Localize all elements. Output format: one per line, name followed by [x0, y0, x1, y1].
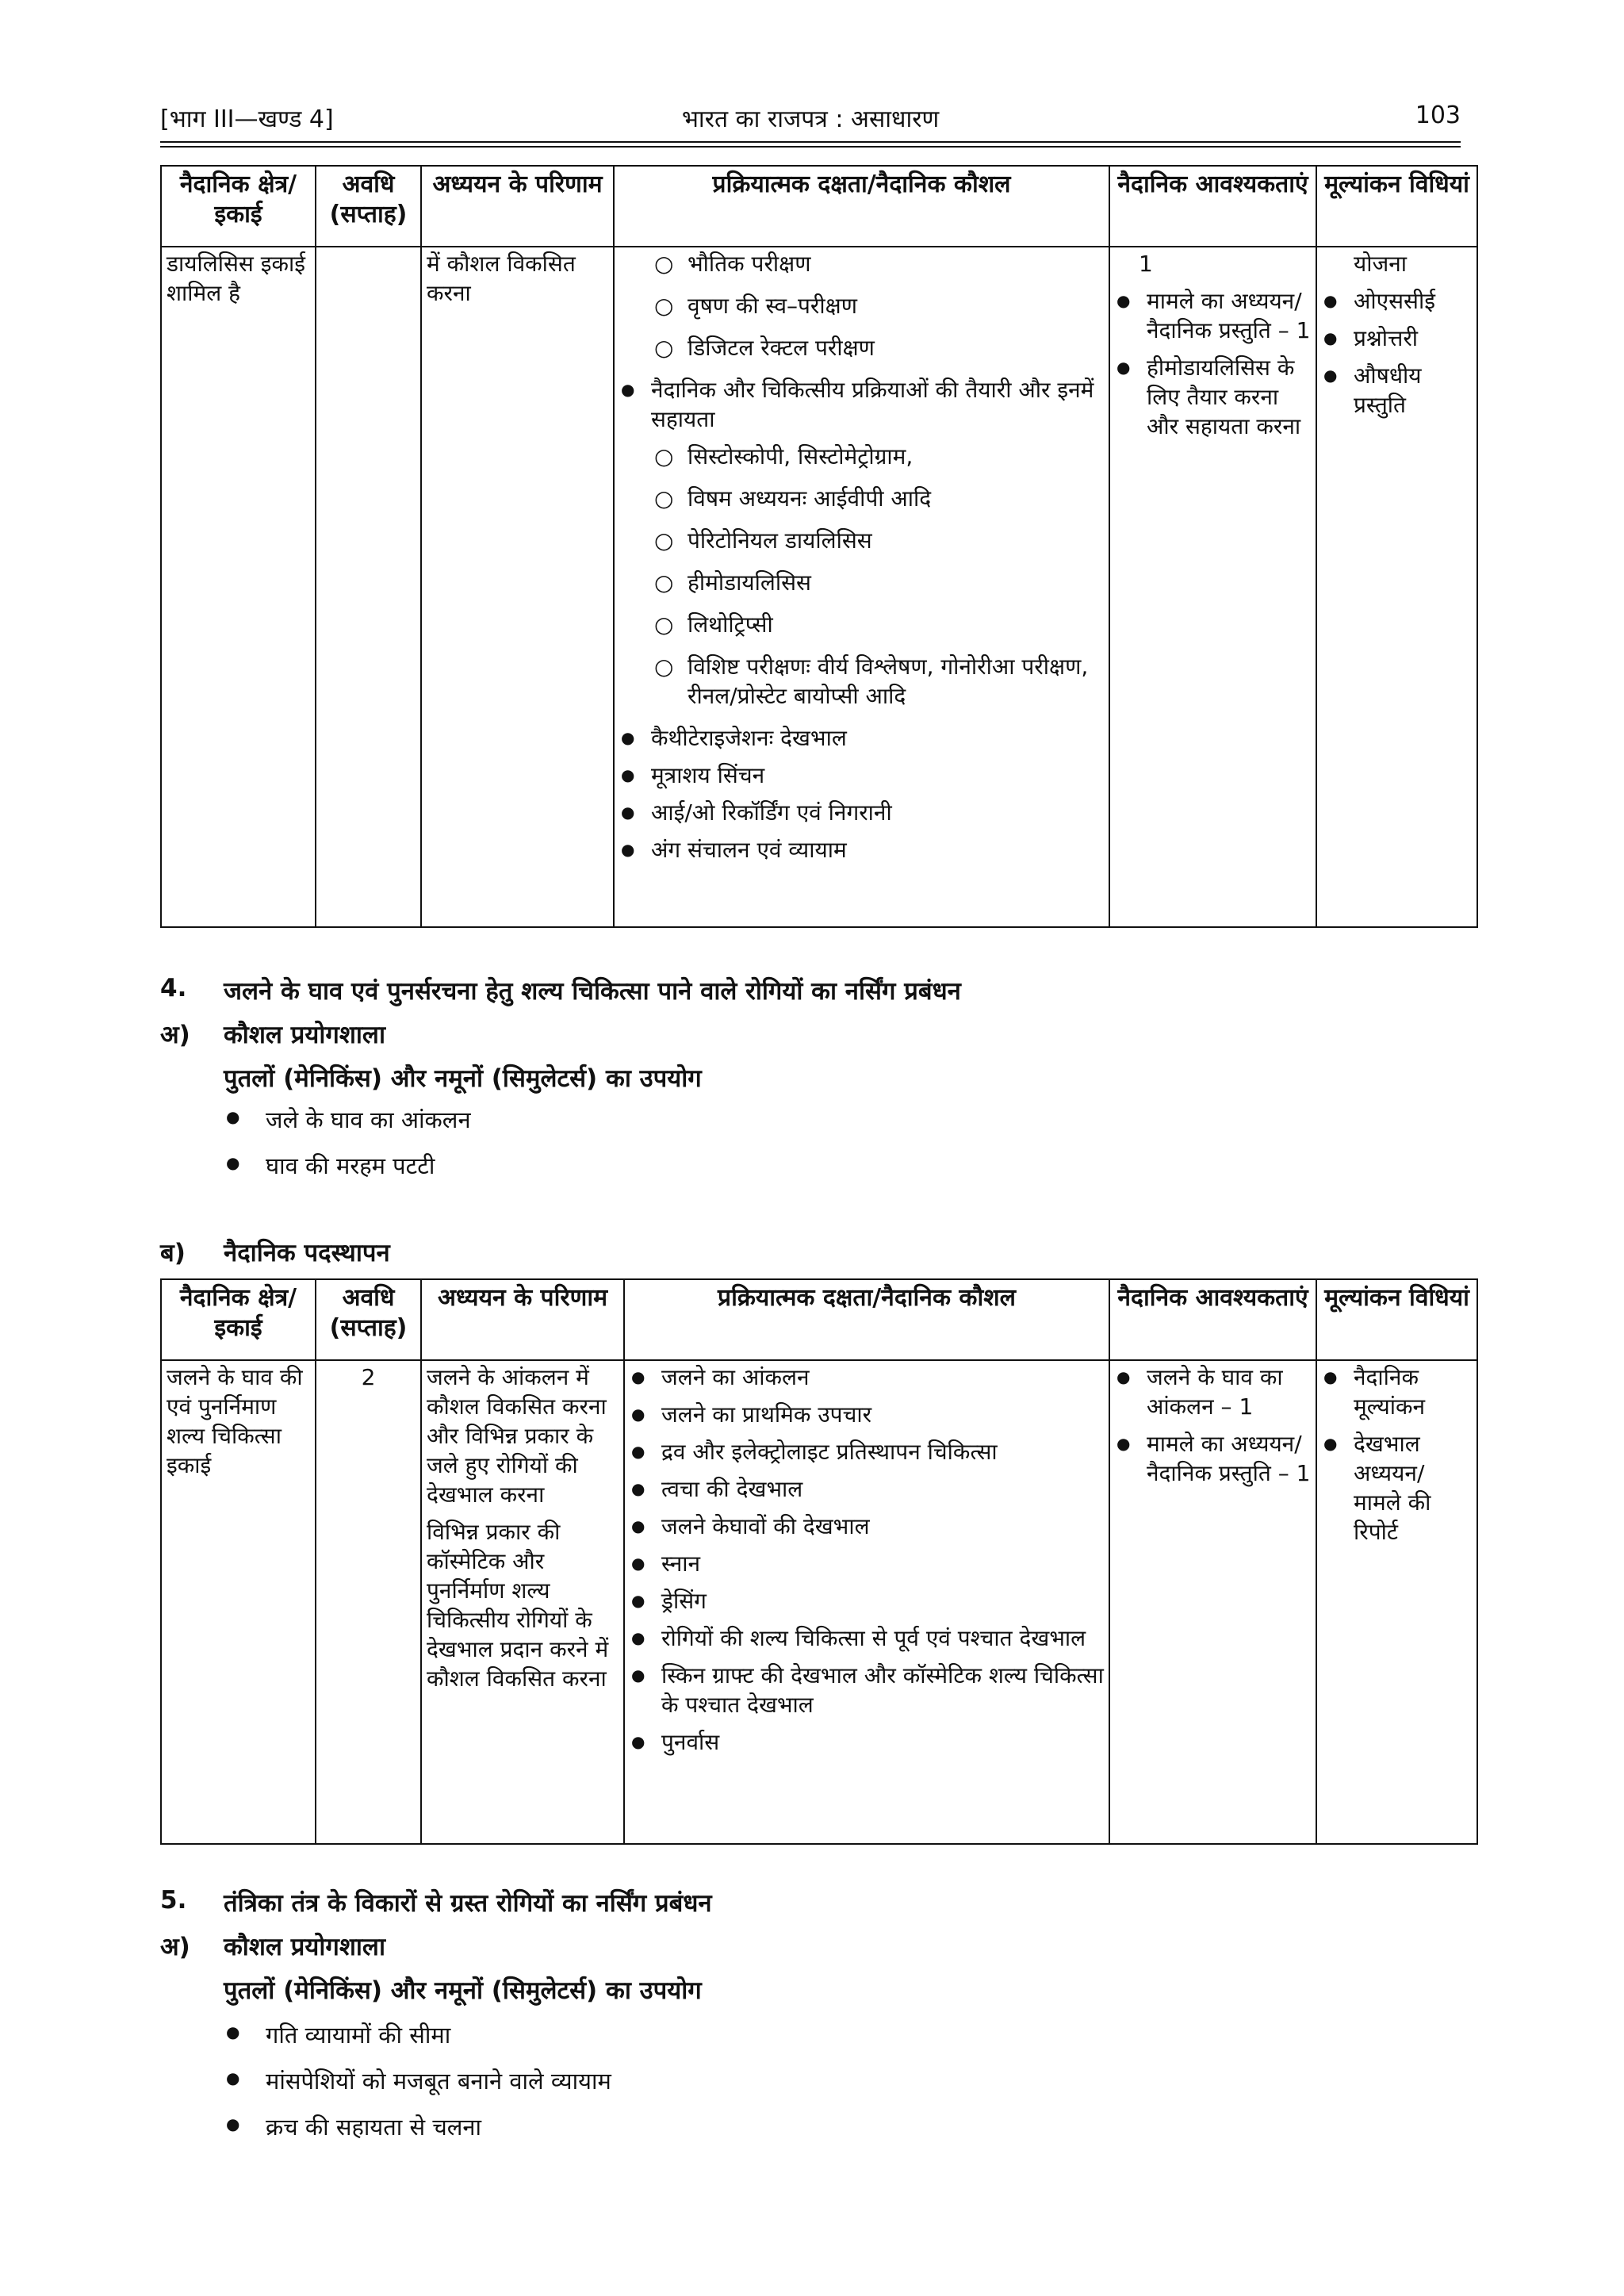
header-part-section: [भाग III—खण्ड 4]	[160, 105, 334, 133]
evaluation-top: योजना	[1354, 251, 1408, 277]
col-header-skills: प्रक्रियात्मक दक्षता/नैदानिक कौशल	[624, 1279, 1109, 1360]
cell-requirements	[1109, 247, 1316, 927]
list-item: ● स्किन ग्राफ्ट की देखभाल और कॉस्मेटिक शल्य चिकित्सा के पश्चात देखभाल	[630, 1661, 1104, 1719]
header-rule-double	[160, 146, 1461, 148]
header-rule	[160, 141, 1461, 143]
section-title: जलने के घाव एवं पुनर्सरचना हेतु शल्य चिकित्सा पाने वाले रोगियों का नर्सिंग प्रबंधन	[224, 977, 961, 1006]
list-item: ● मूत्राशय सिंचन	[619, 761, 1104, 790]
list-item: ● ड्रेसिंग	[630, 1586, 1104, 1616]
list-item: ● घाव की मरहम पटटी	[226, 1150, 471, 1196]
table-row	[161, 247, 1477, 927]
bullet-list	[619, 723, 1104, 864]
list-item: ● मामले का अध्ययन/ नैदानिक प्रस्तुति – 1	[1115, 286, 1311, 345]
cell-outcome: में कौशल विकसित करना	[421, 247, 614, 927]
section-5a-list	[226, 2019, 611, 2157]
bullet-list	[1322, 1363, 1472, 1547]
list-item: ○ वृषण की स्व–परीक्षण	[619, 291, 1104, 320]
subsection-subtitle: पुतलों (मेनिकिंस) और नमूनों (सिमुलेटर्स) का उपयोग	[224, 1064, 702, 1093]
cell-outcome	[421, 1360, 624, 1844]
list-item: ● जले के घाव का आंकलन	[226, 1104, 471, 1150]
outcome-paragraph: विभिन्न प्रकार की कॉस्मेटिक और पुनर्निर्माण शल्य चिकित्सीय रोगियों के देखभाल प्रदान करने में कौशल विकसित करना	[427, 1519, 609, 1692]
section-title: तंत्रिका तंत्र के विकारों से ग्रस्त रोगियों का नर्सिंग प्रबंधन	[224, 1889, 712, 1918]
list-item: ● देखभाल अध्ययन/ मामले की रिपोर्ट	[1322, 1429, 1472, 1547]
list-item: ○ विषम अध्ययनः आईवीपी आदि	[619, 484, 1104, 513]
list-item: ● मामले का अध्ययन/ नैदानिक प्रस्तुति – 1	[1115, 1429, 1311, 1488]
section-number: 5.	[160, 1886, 187, 1915]
list-item: ○ डिजिटल रेक्टल परीक्षण	[619, 333, 1104, 362]
list-item: ● द्रव और इलेक्ट्रोलाइट प्रतिस्थापन चिकित्सा	[630, 1437, 1104, 1466]
list-item: ● त्वचा की देखभाल	[630, 1474, 1104, 1504]
col-header-evaluation: मूल्यांकन विधियां	[1316, 166, 1477, 247]
sub-list	[619, 442, 1104, 711]
col-header-area: नैदानिक क्षेत्र/इकाई	[161, 1279, 316, 1360]
list-item: ● जलने का आंकलन	[630, 1363, 1104, 1392]
page-header	[160, 102, 1461, 140]
list-item: ● पुनर्वास	[630, 1727, 1104, 1757]
list-item: ● जलने के घाव का आंकलन – 1	[1115, 1363, 1311, 1421]
list-item: ● औषधीय प्रस्तुति	[1322, 361, 1472, 420]
subsection-label: अ)	[160, 1933, 190, 1961]
list-item: ○ सिस्टोस्कोपी, सिस्टोमेट्रोग्राम,	[619, 442, 1104, 471]
list-item: ● हीमोडायलिसिस के लिए तैयार करना और सहायता करना	[1115, 353, 1311, 441]
cell-evaluation	[1316, 1360, 1477, 1844]
col-header-requirements: नैदानिक आवश्यकताएं	[1109, 1279, 1316, 1360]
header-page-number: 103	[1415, 102, 1461, 129]
cell-area: डायलिसिस इकाई शामिल है	[161, 247, 316, 927]
list-item: ● क्रच की सहायता से चलना	[226, 2111, 611, 2157]
col-header-area: नैदानिक क्षेत्र/इकाई	[161, 166, 316, 247]
bullet-list	[1115, 1363, 1311, 1488]
col-header-outcome: अध्ययन के परिणाम	[421, 166, 614, 247]
list-item: ● स्नान	[630, 1549, 1104, 1578]
list-item: ● जलने केघावों की देखभाल	[630, 1512, 1104, 1541]
col-header-requirements: नैदानिक आवश्यकताएं	[1109, 166, 1316, 247]
cell-requirements	[1109, 1360, 1316, 1844]
list-item: ○ विशिष्ट परीक्षणः वीर्य विश्लेषण, गोनोरीआ परीक्षण, रीनल/प्रोस्टेट बायोप्सी आदि	[619, 652, 1104, 711]
list-item: ● नैदानिक और चिकित्सीय प्रक्रियाओं की तैयारी और इनमें सहायता	[619, 375, 1104, 434]
cell-area: जलने के घाव की एवं पुनर्निमाण शल्य चिकित्सा इकाई	[161, 1360, 316, 1844]
cell-skills	[624, 1360, 1109, 1844]
list-item: ● आई/ओ रिकॉर्डिंग एवं निगरानी	[619, 798, 1104, 827]
list-item: ● नैदानिक मूल्यांकन	[1322, 1363, 1472, 1421]
list-item: ● प्रश्नोत्तरी	[1322, 324, 1472, 353]
cell-duration	[316, 247, 421, 927]
section-number: 4.	[160, 974, 187, 1002]
list-item: ● मांसपेशियों को मजबूत बनाने वाले व्यायाम	[226, 2065, 611, 2111]
cell-skills	[614, 247, 1109, 927]
cell-evaluation	[1316, 247, 1477, 927]
list-item: ● रोगियों की शल्य चिकित्सा से पूर्व एवं पश्चात देखभाल	[630, 1623, 1104, 1653]
list-item: ○ लिथोट्रिप्सी	[619, 610, 1104, 639]
bullet-list	[1322, 286, 1472, 420]
subsection-label: अ)	[160, 1021, 190, 1049]
subsection-title: कौशल प्रयोगशाला	[224, 1021, 385, 1049]
list-item: ○ भौतिक परीक्षण	[619, 249, 1104, 278]
list-item: ● जलने का प्राथमिक उपचार	[630, 1400, 1104, 1429]
header-gazette-title: भारत का राजपत्र : असाधारण	[681, 105, 940, 133]
subsection-label: ब)	[160, 1239, 186, 1267]
list-item: ○ हीमोडायलिसिस	[619, 568, 1104, 597]
sub-list	[619, 249, 1104, 362]
bullet-list	[619, 375, 1104, 434]
list-item: ● कैथीटेराइजेशनः देखभाल	[619, 723, 1104, 753]
bullet-list	[630, 1363, 1104, 1757]
list-item: ● गति व्यायामों की सीमा	[226, 2019, 611, 2065]
subsection-subtitle: पुतलों (मेनिकिंस) और नमूनों (सिमुलेटर्स) का उपयोग	[224, 1976, 702, 2005]
col-header-skills: प्रक्रियात्मक दक्षता/नैदानिक कौशल	[614, 166, 1109, 247]
outcome-paragraph: जलने के आंकलन में कौशल विकसित करना और विभिन्न प्रकार के जले हुए रोगियों की देखभाल करना	[427, 1364, 607, 1508]
section-4a-list	[226, 1104, 471, 1196]
requirement-count: 1	[1139, 251, 1153, 277]
clinical-table-2	[160, 1278, 1478, 1845]
col-header-duration: अवधि (सप्ताह)	[316, 1279, 421, 1360]
subsection-title: नैदानिक पदस्थापन	[224, 1239, 390, 1267]
col-header-evaluation: मूल्यांकन विधियां	[1316, 1279, 1477, 1360]
subsection-title: कौशल प्रयोगशाला	[224, 1933, 385, 1961]
col-header-outcome: अध्ययन के परिणाम	[421, 1279, 624, 1360]
list-item: ● ओएससीई	[1322, 286, 1472, 316]
table-header-row	[161, 166, 1477, 247]
bullet-list	[1115, 286, 1311, 441]
list-item: ● अंग संचालन एवं व्यायाम	[619, 835, 1104, 864]
clinical-table-1	[160, 165, 1478, 928]
col-header-duration: अवधि (सप्ताह)	[316, 166, 421, 247]
table-row	[161, 1360, 1477, 1844]
table-header-row	[161, 1279, 1477, 1360]
list-item: ○ पेरिटोनियल डायलिसिस	[619, 526, 1104, 555]
cell-duration: 2	[316, 1360, 421, 1844]
